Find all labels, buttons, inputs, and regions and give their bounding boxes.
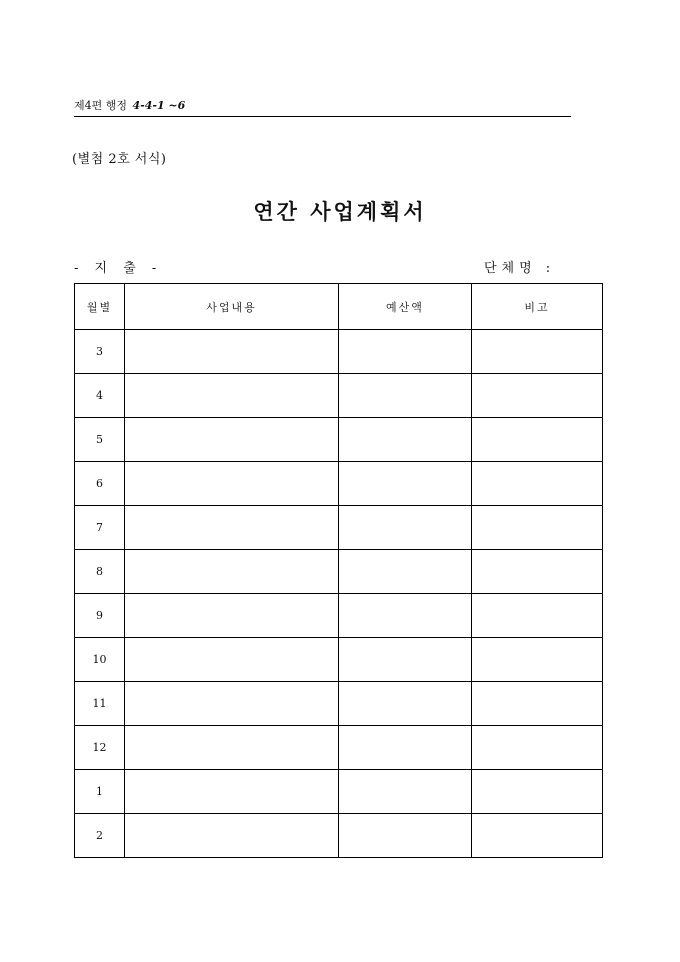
table-row (75, 330, 603, 374)
section-subtitle: - 지 출 - (74, 261, 163, 276)
note-cell[interactable] (472, 506, 603, 550)
month-cell: 8 (75, 550, 125, 594)
month-cell: 1 (75, 770, 125, 814)
attachment-label: (별첨 2호 서식) (72, 152, 167, 167)
table-row (75, 594, 603, 638)
header-note: 비고 (472, 284, 603, 330)
table-row (75, 506, 603, 550)
content-cell[interactable] (125, 638, 339, 682)
month-cell: 10 (75, 638, 125, 682)
note-cell[interactable] (472, 374, 603, 418)
table-row (75, 374, 603, 418)
month-cell: 2 (75, 814, 125, 858)
table-body (75, 330, 603, 858)
note-cell[interactable] (472, 814, 603, 858)
table-row (75, 550, 603, 594)
budget-cell[interactable] (339, 770, 472, 814)
annual-plan-table (74, 283, 603, 858)
note-cell[interactable] (472, 638, 603, 682)
note-cell[interactable] (472, 594, 603, 638)
budget-cell[interactable] (339, 638, 472, 682)
header-month: 월별 (75, 284, 125, 330)
note-cell[interactable] (472, 418, 603, 462)
content-cell[interactable] (125, 418, 339, 462)
header-chapter: 제4편 행정 (74, 99, 127, 112)
month-cell: 7 (75, 506, 125, 550)
content-cell[interactable] (125, 330, 339, 374)
note-cell[interactable] (472, 330, 603, 374)
budget-cell[interactable] (339, 374, 472, 418)
document-title: 연간 사업계획서 (253, 199, 427, 224)
budget-cell[interactable] (339, 726, 472, 770)
budget-cell[interactable] (339, 594, 472, 638)
budget-cell[interactable] (339, 682, 472, 726)
content-cell[interactable] (125, 682, 339, 726)
header-budget: 예산액 (339, 284, 472, 330)
content-cell[interactable] (125, 506, 339, 550)
content-cell[interactable] (125, 594, 339, 638)
month-cell: 12 (75, 726, 125, 770)
header-content: 사업내용 (125, 284, 339, 330)
table-row (75, 726, 603, 770)
note-cell[interactable] (472, 462, 603, 506)
content-cell[interactable] (125, 462, 339, 506)
content-cell[interactable] (125, 374, 339, 418)
note-cell[interactable] (472, 726, 603, 770)
table-row (75, 638, 603, 682)
month-cell: 6 (75, 462, 125, 506)
content-cell[interactable] (125, 814, 339, 858)
table-row (75, 682, 603, 726)
budget-cell[interactable] (339, 418, 472, 462)
content-cell[interactable] (125, 550, 339, 594)
budget-cell[interactable] (339, 814, 472, 858)
month-cell: 11 (75, 682, 125, 726)
table-row (75, 462, 603, 506)
content-cell[interactable] (125, 770, 339, 814)
month-cell: 4 (75, 374, 125, 418)
budget-cell[interactable] (339, 462, 472, 506)
note-cell[interactable] (472, 682, 603, 726)
page-header (74, 98, 571, 117)
month-cell: 5 (75, 418, 125, 462)
organization-name-label: 단체명 : (484, 261, 556, 276)
table-row (75, 418, 603, 462)
table-row (75, 770, 603, 814)
table-header-row (75, 284, 603, 330)
note-cell[interactable] (472, 550, 603, 594)
note-cell[interactable] (472, 770, 603, 814)
table-row (75, 814, 603, 858)
budget-cell[interactable] (339, 330, 472, 374)
budget-cell[interactable] (339, 550, 472, 594)
month-cell: 3 (75, 330, 125, 374)
header-code: 4-4-1 ~6 (132, 99, 186, 112)
content-cell[interactable] (125, 726, 339, 770)
month-cell: 9 (75, 594, 125, 638)
budget-cell[interactable] (339, 506, 472, 550)
